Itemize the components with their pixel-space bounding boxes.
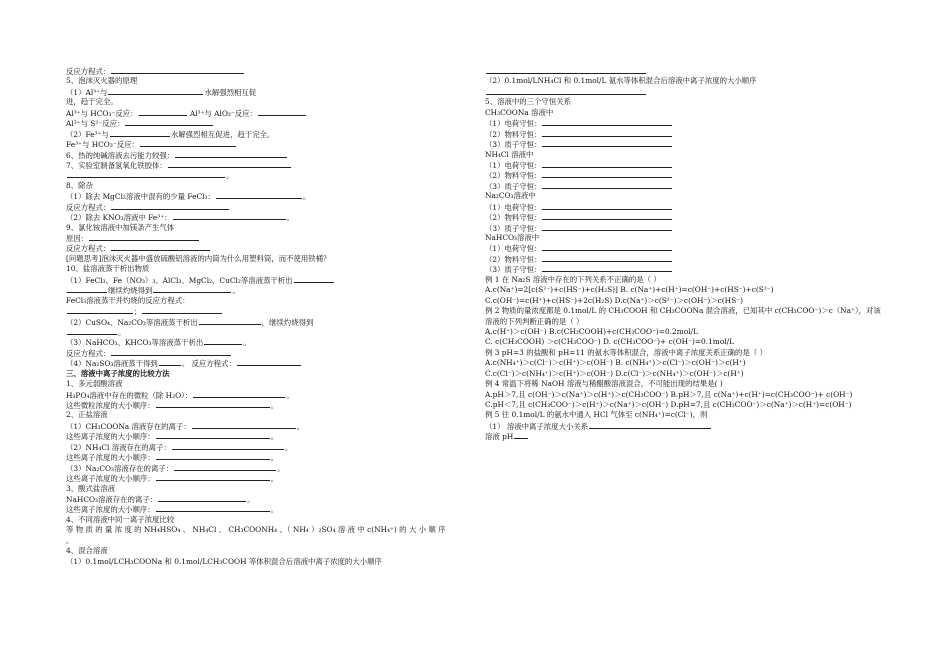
answer-blank[interactable] xyxy=(542,139,672,147)
answer-blank[interactable] xyxy=(542,243,672,251)
line-text: A.c(NH₄⁺)＞c(Cl⁻)＞c(H⁺)＞c(OH⁻) B. c(NH₄⁺)＞c(Cl⁻)＞c(OH⁻)＞c(H⁺) xyxy=(485,358,746,368)
line-suffix: 。 xyxy=(232,286,240,296)
line-text: 10、盐溶液蒸干析出物质 xyxy=(66,264,150,274)
answer-blank[interactable] xyxy=(542,118,672,126)
answer-blank[interactable] xyxy=(542,212,672,220)
text-line xyxy=(485,348,785,358)
line-text: 5、泡沫灭火器的原理 xyxy=(66,76,138,86)
line-text: 1、多元弱酸溶液 xyxy=(66,379,123,389)
answer-blank[interactable] xyxy=(125,118,213,126)
answer-blank[interactable] xyxy=(542,160,672,168)
answer-blank[interactable] xyxy=(589,421,711,429)
line-suffix: 。 xyxy=(226,171,234,181)
text-line xyxy=(66,431,474,441)
text-line xyxy=(66,76,474,86)
line-suffix: 。 xyxy=(270,401,279,410)
text-line xyxy=(66,275,474,285)
line-text: （1）除去 MgCl₂溶液中混有的少量 FeCl₃： xyxy=(66,192,215,202)
answer-blank[interactable] xyxy=(156,504,270,512)
line-suffix: 。 xyxy=(286,213,294,223)
text-line xyxy=(485,327,785,337)
line-text: A.c(Na⁺)=2[c(S²⁻)+c(HS⁻)+c(H₂S)] B. c(Na⁺)+c(H⁺)=c(OH⁻)+c(HS⁻)+c(S²⁻) xyxy=(485,285,774,295)
text-line xyxy=(66,379,474,389)
text-line xyxy=(66,233,474,243)
text-line xyxy=(66,494,474,504)
answer-blank[interactable] xyxy=(156,452,270,460)
line-text: （3）NaHCO₃、KHCO₃等溶液蒸干析出 xyxy=(66,338,204,348)
line-text: 例 2 物质的量浓度都是 0.1mol/L 的 CH₃COOH 和 CH₃COONa 混合溶液，已知其中 c(CH₃COO⁻)＞c（Na⁺），对该 xyxy=(485,306,881,316)
text-line xyxy=(66,181,474,191)
line-text: （3）质子守恒： xyxy=(485,265,542,275)
answer-blank[interactable] xyxy=(142,306,222,314)
line-text: （1）0.1mol/LCH₃COONa 和 0.1mol/LCH₃COOH 等体积混合后溶液中离子浓度的大小顺序 xyxy=(66,556,382,566)
line-text: 原因： xyxy=(66,234,89,243)
answer-blank[interactable] xyxy=(199,317,261,325)
answer-blank[interactable] xyxy=(159,358,181,366)
text-line xyxy=(485,264,785,274)
text-line xyxy=(66,442,474,452)
line-text: NH₄Cl 溶液中 xyxy=(485,149,534,159)
line-text: A.pH＞7,且 c(OH⁻)＞c(Na⁺)＞c(H⁺)＞c(CH₃COO⁻) B.pH＞7,且 c(Na⁺)+c(H⁺)=c(CH₃COO⁻)+ c(OH⁻) xyxy=(485,389,853,399)
answer-blank[interactable] xyxy=(67,327,117,335)
text-line xyxy=(485,275,785,285)
answer-blank[interactable] xyxy=(174,463,276,471)
answer-blank[interactable] xyxy=(67,306,133,314)
line-text: （1）电荷守恒： xyxy=(485,244,542,254)
text-line xyxy=(485,389,853,400)
text-line xyxy=(66,463,474,473)
line-suffix: 。 xyxy=(284,442,293,452)
right-column xyxy=(485,66,881,442)
text-line xyxy=(66,557,474,567)
text-line xyxy=(66,327,474,337)
text-line xyxy=(485,306,881,316)
text-line xyxy=(485,410,785,420)
text-line xyxy=(66,212,474,222)
text-line xyxy=(66,170,474,180)
text-line xyxy=(66,421,474,431)
text-line xyxy=(66,264,474,274)
text-line xyxy=(66,337,474,347)
line-suffix: ； xyxy=(134,307,142,317)
line-suffix: Al³⁺与 AlO₂⁻反应： xyxy=(187,108,257,118)
line-suffix: 。 xyxy=(118,327,126,337)
line-text: 反应方程式： xyxy=(66,244,111,254)
line-text: （2）NH₄Cl 溶液存在的离子： xyxy=(66,442,171,452)
line-suffix: 水解强烈相互促 xyxy=(204,87,257,97)
line-text: （1）CH₃COONa 溶液存在的离子： xyxy=(66,421,191,431)
answer-blank[interactable] xyxy=(542,223,672,231)
text-line xyxy=(485,212,785,222)
answer-blank[interactable] xyxy=(258,108,306,116)
text-line xyxy=(66,484,474,494)
left-column xyxy=(66,66,474,567)
line-text: （3）质子守恒： xyxy=(485,140,542,150)
answer-blank[interactable] xyxy=(542,254,672,262)
text-line xyxy=(485,379,785,389)
text-line xyxy=(485,254,785,264)
line-text: 这些离子浓度的大小顺序： xyxy=(66,432,155,442)
text-line xyxy=(66,108,474,118)
line-text: 例 3 pH=3 的盐酸和 pH=11 的氨水等体积混合，溶液中离子浓度关系正确的是（ ） xyxy=(485,347,767,357)
text-line xyxy=(66,296,474,306)
text-line xyxy=(485,129,785,139)
answer-blank[interactable] xyxy=(173,212,286,220)
text-line xyxy=(66,452,474,462)
line-text: 反应方程式： xyxy=(66,202,111,212)
line-text: 溶液 pH xyxy=(485,432,514,442)
answer-blank[interactable] xyxy=(67,285,107,293)
text-line xyxy=(66,191,474,201)
text-line xyxy=(485,87,785,97)
line-text: [问题思考]泡沫灭火器中盛放硫酸铝溶液的内筒为什么用塑料筒，而不使用铁桶？ xyxy=(66,253,331,263)
line-text: （1）Al³⁺与 xyxy=(66,87,108,97)
line-text: 这些微粒浓度的大小顺序： xyxy=(66,401,155,410)
text-line xyxy=(66,504,474,514)
answer-blank[interactable] xyxy=(156,431,270,439)
line-suffix: 。 xyxy=(277,463,285,473)
line-text: 等 物 质 的 量 浓 度 的 NH₄HSO₄ 、 NH₄Cl 、 CH₃COONH₄ 、（ NH₄ ）₂SO₄ 溶 液 中 c(NH₄⁺) 的 大 小 顺 序 xyxy=(66,525,446,535)
answer-blank[interactable] xyxy=(542,170,672,178)
line-text: A.c(H⁺)＞c(OH⁻) B.c(CH₃COOH)+c(CH₃COO⁻)=0.2mol/L xyxy=(485,326,698,336)
answer-blank[interactable] xyxy=(110,129,170,137)
text-line xyxy=(66,139,474,149)
text-line xyxy=(66,473,474,483)
line-text: （2）0.1mol/LNH₄Cl 和 0.1mol/L 氨水等体积混合后溶液中离子浓度的大小顺序 xyxy=(485,76,757,86)
text-line xyxy=(66,66,474,76)
line-text: （2）物料守恒： xyxy=(485,213,542,223)
answer-blank[interactable] xyxy=(67,170,225,178)
answer-blank[interactable] xyxy=(294,275,334,283)
line-text: （1） 溶液中离子浓度大小关系 xyxy=(485,421,589,431)
text-line xyxy=(66,525,474,535)
line-text: 6、热的纯碱溶液去污能力较强： xyxy=(66,150,175,160)
text-line xyxy=(485,369,785,379)
line-text: （1）FeCl₃、Fe（NO₃）₃、AlCl₃、MgCl₂、CuCl₂等溶液蒸干析出 xyxy=(66,275,293,285)
text-line xyxy=(485,421,785,431)
line-suffix: 。 xyxy=(270,432,279,442)
answer-blank[interactable] xyxy=(108,87,203,95)
answer-blank[interactable] xyxy=(111,66,244,74)
line-text: （2）CuSO₄、Na₂CO₃等溶液蒸干析出 xyxy=(66,317,198,327)
text-line xyxy=(485,431,785,441)
text-line xyxy=(66,150,474,160)
answer-blank[interactable] xyxy=(514,431,528,439)
line-text: 。 xyxy=(66,535,74,545)
text-line xyxy=(66,358,474,368)
line-text: 这些离子浓度的大小顺序： xyxy=(66,474,155,484)
text-line xyxy=(485,202,785,212)
line-text: Na₂CO₃溶液中 xyxy=(485,191,536,201)
text-line xyxy=(66,223,474,233)
line-text: 例 4 常温下将稀 NaOH 溶液与稀醋酸溶液混合，不可能出现的结果是( ) xyxy=(485,379,723,389)
text-line xyxy=(485,317,785,327)
text-line xyxy=(66,400,474,410)
line-text: （4）Na₂SO₃溶液蒸干得到 xyxy=(66,359,158,369)
text-line xyxy=(485,170,785,180)
text-line xyxy=(66,515,474,525)
answer-blank[interactable] xyxy=(486,87,646,95)
line-text: Fe³⁺与 HCO₃⁻反应： xyxy=(66,140,139,150)
line-suffix: 。 xyxy=(270,453,279,463)
answer-blank[interactable] xyxy=(192,421,296,429)
text-line xyxy=(485,139,785,149)
text-line xyxy=(485,243,785,253)
line-text: 三、溶液中离子浓度的比较方法 xyxy=(66,368,170,378)
text-line xyxy=(66,285,474,295)
line-text: 溶液的下列判断正确的是（ ） xyxy=(485,316,584,326)
text-line xyxy=(485,118,785,128)
answer-blank[interactable] xyxy=(140,139,236,147)
answer-blank[interactable] xyxy=(89,233,199,241)
text-line xyxy=(66,306,474,316)
answer-blank[interactable] xyxy=(193,390,285,398)
line-suffix: 继续灼烧得到 xyxy=(108,286,153,296)
line-text: （3）质子守恒： xyxy=(485,181,542,191)
text-line xyxy=(66,348,474,358)
line-text: 3、酸式盐溶液 xyxy=(66,483,116,493)
line-text: H₃PO₄溶液中存在的微粒（除 H₂O）： xyxy=(66,390,193,400)
text-line xyxy=(66,390,474,400)
line-text: （1）电荷守恒： xyxy=(485,202,542,212)
text-line xyxy=(485,181,785,191)
line-text: 2、正盐溶液 xyxy=(66,410,108,420)
line-text: （1）电荷守恒： xyxy=(485,160,542,170)
answer-blank[interactable] xyxy=(156,473,270,481)
line-text: （2）Fe³⁺与 xyxy=(66,129,109,139)
line-text: Al³⁺与 S²⁻反应： xyxy=(66,119,125,129)
text-line xyxy=(485,108,785,118)
line-text: 反应方程式： xyxy=(66,348,111,358)
line-text: （1）电荷守恒： xyxy=(485,119,542,129)
answer-blank[interactable] xyxy=(542,129,672,137)
section-heading xyxy=(66,369,474,379)
text-line xyxy=(485,296,785,306)
text-line xyxy=(66,129,474,139)
line-text: 4、不同溶液中同一离子浓度比较 xyxy=(66,514,175,524)
answer-blank[interactable] xyxy=(486,66,646,74)
text-line xyxy=(485,223,785,233)
answer-blank[interactable] xyxy=(216,191,302,199)
answer-blank[interactable] xyxy=(204,337,242,345)
line-text: 例 5 往 0.1mol/L 的氨水中通入 HCl 气体至 c(NH₄⁺)=c(Cl⁻)，则 xyxy=(485,410,708,420)
answer-blank[interactable] xyxy=(542,202,672,210)
line-text: 例 1 在 Na₂S 溶液中存在的下列关系不正确的是（ ） xyxy=(485,274,661,284)
text-line xyxy=(66,87,474,97)
line-text: 反应方程式： xyxy=(66,67,111,76)
line-text: （3）质子守恒： xyxy=(485,223,542,233)
line-text: （2）物料守恒： xyxy=(485,171,542,181)
text-line xyxy=(485,233,785,243)
answer-blank[interactable] xyxy=(175,150,287,158)
text-line xyxy=(485,150,785,160)
text-line xyxy=(66,160,474,170)
text-line xyxy=(66,202,474,212)
line-suffix: ，继续灼烧得到 xyxy=(261,317,314,327)
line-text: C.pH＜7,且 c(CH₃COO⁻)＞c(H⁺)＞c(Na⁺)＞c(OH⁻) D.pH=7,且 c(CH₃COO⁻)＞c(Na⁺)＞c(H⁺)=c(OH⁻) xyxy=(485,400,852,409)
text-line xyxy=(66,97,474,107)
text-line xyxy=(485,97,785,107)
line-text: 8、除杂 xyxy=(66,180,93,190)
line-suffix: 。 xyxy=(286,390,294,400)
line-text: 进，趋于完全。 xyxy=(66,97,118,107)
line-text: 这些离子浓度的大小顺序： xyxy=(66,453,155,463)
text-line xyxy=(485,337,785,347)
text-line xyxy=(485,400,852,410)
line-suffix: 水解强烈相互促进，趋于完全。 xyxy=(170,129,275,139)
line-text: CH₃COONa 溶液中 xyxy=(485,107,554,117)
line-text: Al³⁺与 HCO₃⁻反应： xyxy=(66,108,138,118)
line-text: （2）物料守恒： xyxy=(485,129,542,139)
answer-blank[interactable] xyxy=(156,400,270,408)
text-line xyxy=(66,317,474,327)
line-text: C. c(CH₃COOH) ＞c(CH₃COO⁻) D. c(CH₃COO⁻)+ c(OH⁻)=0.1mol/L xyxy=(485,337,735,347)
line-text: C.c(Cl⁻)＞c(NH₄⁺)＞c(H⁺)＞c(OH⁻) D.c(Cl⁻)＞c(NH₄⁺)＞c(OH⁻)＞c(H⁺) xyxy=(485,368,744,378)
line-text: 这些离子浓度的大小顺序： xyxy=(66,505,155,515)
line-text: FeCl₃溶液蒸干并灼烧的反应方程式： xyxy=(66,295,190,305)
text-line xyxy=(485,358,785,368)
answer-blank[interactable] xyxy=(542,264,672,272)
text-line xyxy=(485,76,785,86)
line-suffix: 。 反应方程式： xyxy=(181,359,236,369)
text-line xyxy=(485,285,785,295)
line-text: 5、溶液中的三个守恒关系 xyxy=(485,97,572,107)
line-text: （3）Na₂CO₃溶液存在的离子： xyxy=(66,463,174,473)
text-line xyxy=(485,191,785,201)
line-text: 4、混合溶液 xyxy=(66,546,108,556)
text-line xyxy=(66,410,474,420)
answer-blank[interactable] xyxy=(168,160,291,168)
line-text: （2）物料守恒： xyxy=(485,254,542,264)
answer-blank[interactable] xyxy=(542,181,672,189)
answer-blank[interactable] xyxy=(111,243,210,251)
line-text: 7、实验室制备氢氧化铁胶体： xyxy=(66,160,167,170)
line-text: 9、氯化铵溶液中加镁条产生气体 xyxy=(66,222,175,232)
line-suffix: 。 xyxy=(270,474,279,484)
text-line xyxy=(485,66,785,76)
answer-blank[interactable] xyxy=(237,358,301,366)
line-text: （2）除去 KNO₃溶液中 Fe³⁺： xyxy=(66,213,172,223)
answer-blank[interactable] xyxy=(111,202,229,210)
text-line xyxy=(485,160,785,170)
line-suffix: 。 xyxy=(270,505,279,515)
answer-blank[interactable] xyxy=(139,108,187,116)
text-line xyxy=(66,118,474,128)
text-line xyxy=(66,243,474,253)
line-suffix: 。 xyxy=(302,192,311,202)
answer-blank[interactable] xyxy=(153,285,231,293)
answer-blank[interactable] xyxy=(172,442,284,450)
line-suffix: 。 xyxy=(247,494,255,504)
text-line xyxy=(66,254,474,264)
answer-blank[interactable] xyxy=(158,494,246,502)
line-suffix: 。 xyxy=(296,421,305,431)
answer-blank[interactable] xyxy=(111,348,231,356)
text-line xyxy=(66,536,474,546)
line-text: NaHCO₃溶液存在的离子： xyxy=(66,494,158,504)
line-text: C.c(OH⁻)=c(H⁺)+c(HS⁻)+2c(H₂S) D.c(Na⁺)＞c(S²⁻)＞c(OH⁻)＞c(HS⁻) xyxy=(485,295,743,305)
line-suffix: 。 xyxy=(243,338,251,348)
text-line xyxy=(66,546,474,556)
line-text: NaHCO₃溶液中 xyxy=(485,233,540,242)
